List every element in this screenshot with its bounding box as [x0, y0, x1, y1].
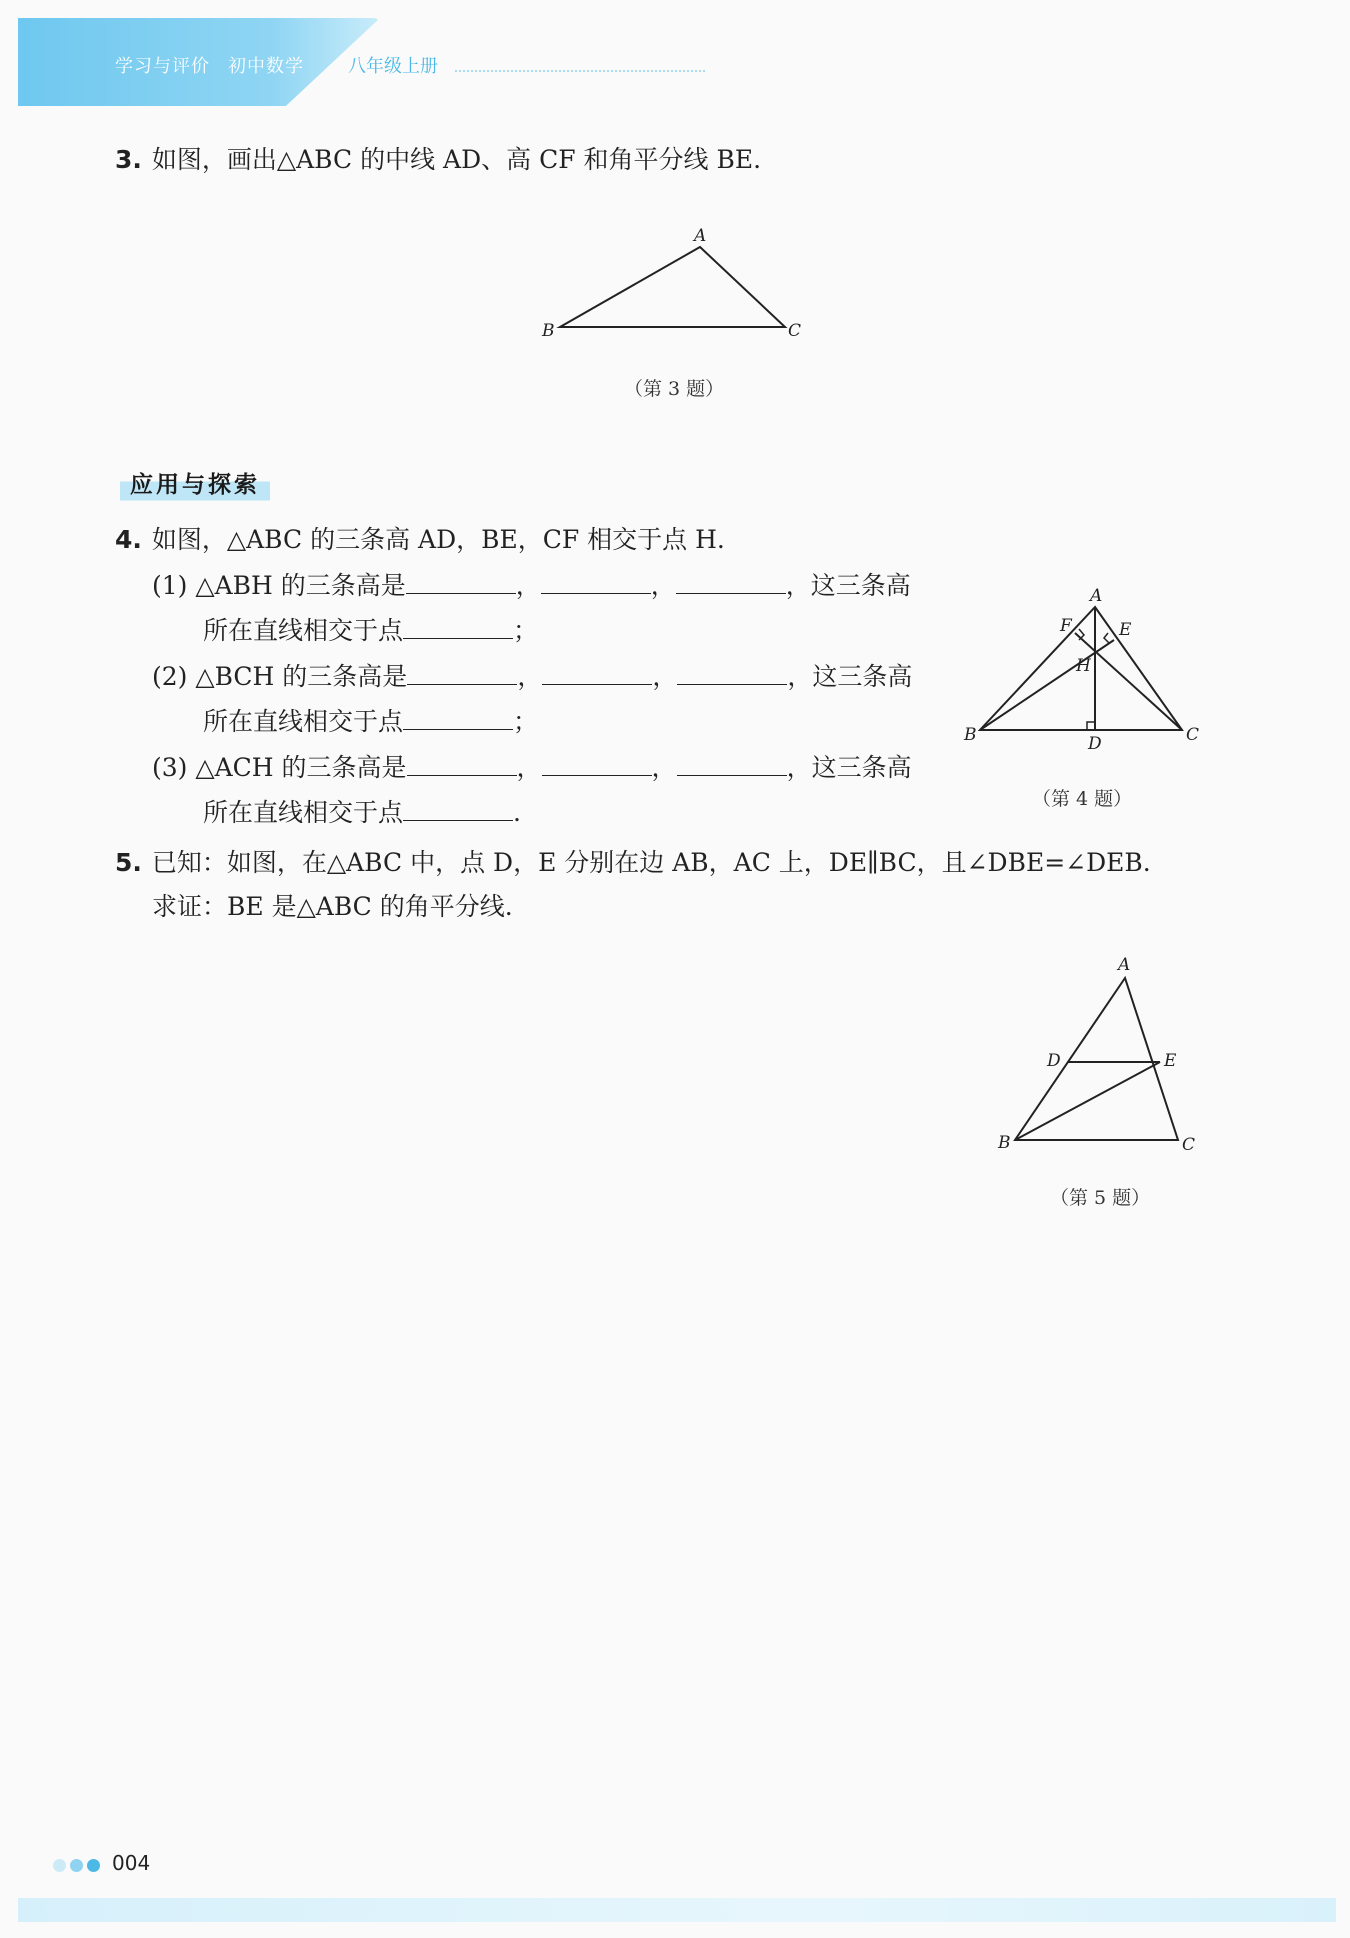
label-b: B — [964, 725, 977, 745]
segment-be — [1015, 1062, 1160, 1140]
answer-blank[interactable] — [407, 662, 517, 685]
answer-blank[interactable] — [406, 571, 516, 594]
right-angle-d — [1087, 722, 1095, 730]
answer-blank[interactable] — [407, 753, 517, 776]
label-c: C — [788, 321, 802, 341]
answer-blank[interactable] — [677, 662, 787, 685]
header-series-subject — [115, 52, 322, 78]
answer-blank[interactable] — [403, 616, 513, 639]
footer-dots — [53, 1857, 104, 1876]
answer-blank[interactable] — [676, 571, 786, 594]
question-4-part-2: (2) △BCH 的三条高是 ， ， ，这三条高 — [152, 662, 913, 691]
answer-blank[interactable] — [542, 753, 652, 776]
right-angle-e — [1104, 633, 1109, 643]
label-b: B — [998, 1133, 1011, 1153]
label-f: F — [1060, 616, 1072, 636]
label-h: H — [1076, 656, 1091, 676]
question-3-number: 3. — [115, 145, 142, 174]
question-5-text: 已知：如图，在△ABC 中，点 D，E 分别在边 AB，AC 上，DE∥BC，且∠DBE=∠DEB. — [151, 848, 1151, 877]
figure-5-caption: （第 5 题） — [1050, 1187, 1151, 1209]
footer-dot — [70, 1859, 83, 1872]
right-angle-f — [1079, 629, 1084, 640]
label-d: D — [1088, 734, 1102, 754]
section-title: 应用与探索 — [120, 468, 270, 502]
question-4-part-3: (3) △ACH 的三条高是 ， ， ，这三条高 — [152, 753, 912, 782]
label-a: A — [1118, 955, 1131, 975]
altitude-be — [980, 640, 1114, 730]
question-5 — [115, 847, 1151, 879]
footer-band — [18, 1898, 1336, 1922]
altitude-cf — [1075, 633, 1182, 730]
figure-3 — [530, 222, 810, 342]
label-e: E — [1119, 620, 1132, 640]
question-4 — [115, 524, 725, 556]
label-a: A — [694, 226, 707, 246]
answer-blank[interactable] — [542, 662, 652, 685]
answer-blank[interactable] — [403, 798, 513, 821]
question-5-line2: 求证：BE 是△ABC 的角平分线. — [152, 892, 513, 921]
question-3-text: 如图，画出△ABC 的中线 AD、高 CF 和角平分线 BE. — [151, 145, 762, 174]
header-grade: 八年级上册 — [348, 56, 438, 77]
page-number: 004 — [112, 1851, 151, 1875]
label-b: B — [542, 321, 555, 341]
triangle-abc — [560, 247, 785, 327]
figure-4 — [960, 585, 1210, 760]
question-4-part-3-line2: 所在直线相交于点 . — [203, 798, 521, 827]
question-5-number: 5. — [115, 848, 142, 877]
label-a: A — [1090, 586, 1103, 606]
footer-dot — [87, 1859, 100, 1872]
label-e: E — [1164, 1051, 1177, 1071]
question-4-part-1: (1) △ABH 的三条高是 ， ， ，这三条高 — [152, 571, 911, 600]
header-subject: 初中数学 — [228, 56, 304, 77]
label-c: C — [1186, 725, 1200, 745]
figure-5 — [990, 950, 1210, 1160]
question-4-number: 4. — [115, 525, 142, 554]
figure-4-caption: （第 4 题） — [1032, 788, 1133, 810]
triangle-abc — [1015, 978, 1178, 1140]
question-3 — [115, 144, 761, 176]
question-4-part-1-line2: 所在直线相交于点 ； — [203, 616, 539, 645]
answer-blank[interactable] — [677, 753, 787, 776]
header-dotted-line — [455, 70, 705, 74]
label-d: D — [1047, 1051, 1061, 1071]
label-c: C — [1182, 1135, 1196, 1155]
answer-blank[interactable] — [541, 571, 651, 594]
figure-3-caption: （第 3 题） — [624, 378, 725, 400]
answer-blank[interactable] — [403, 707, 513, 730]
question-4-text: 如图，△ABC 的三条高 AD，BE，CF 相交于点 H. — [151, 525, 725, 554]
question-4-part-2-line2: 所在直线相交于点 ； — [203, 707, 539, 736]
header-series: 学习与评价 — [115, 56, 210, 77]
footer-dot — [53, 1859, 66, 1872]
